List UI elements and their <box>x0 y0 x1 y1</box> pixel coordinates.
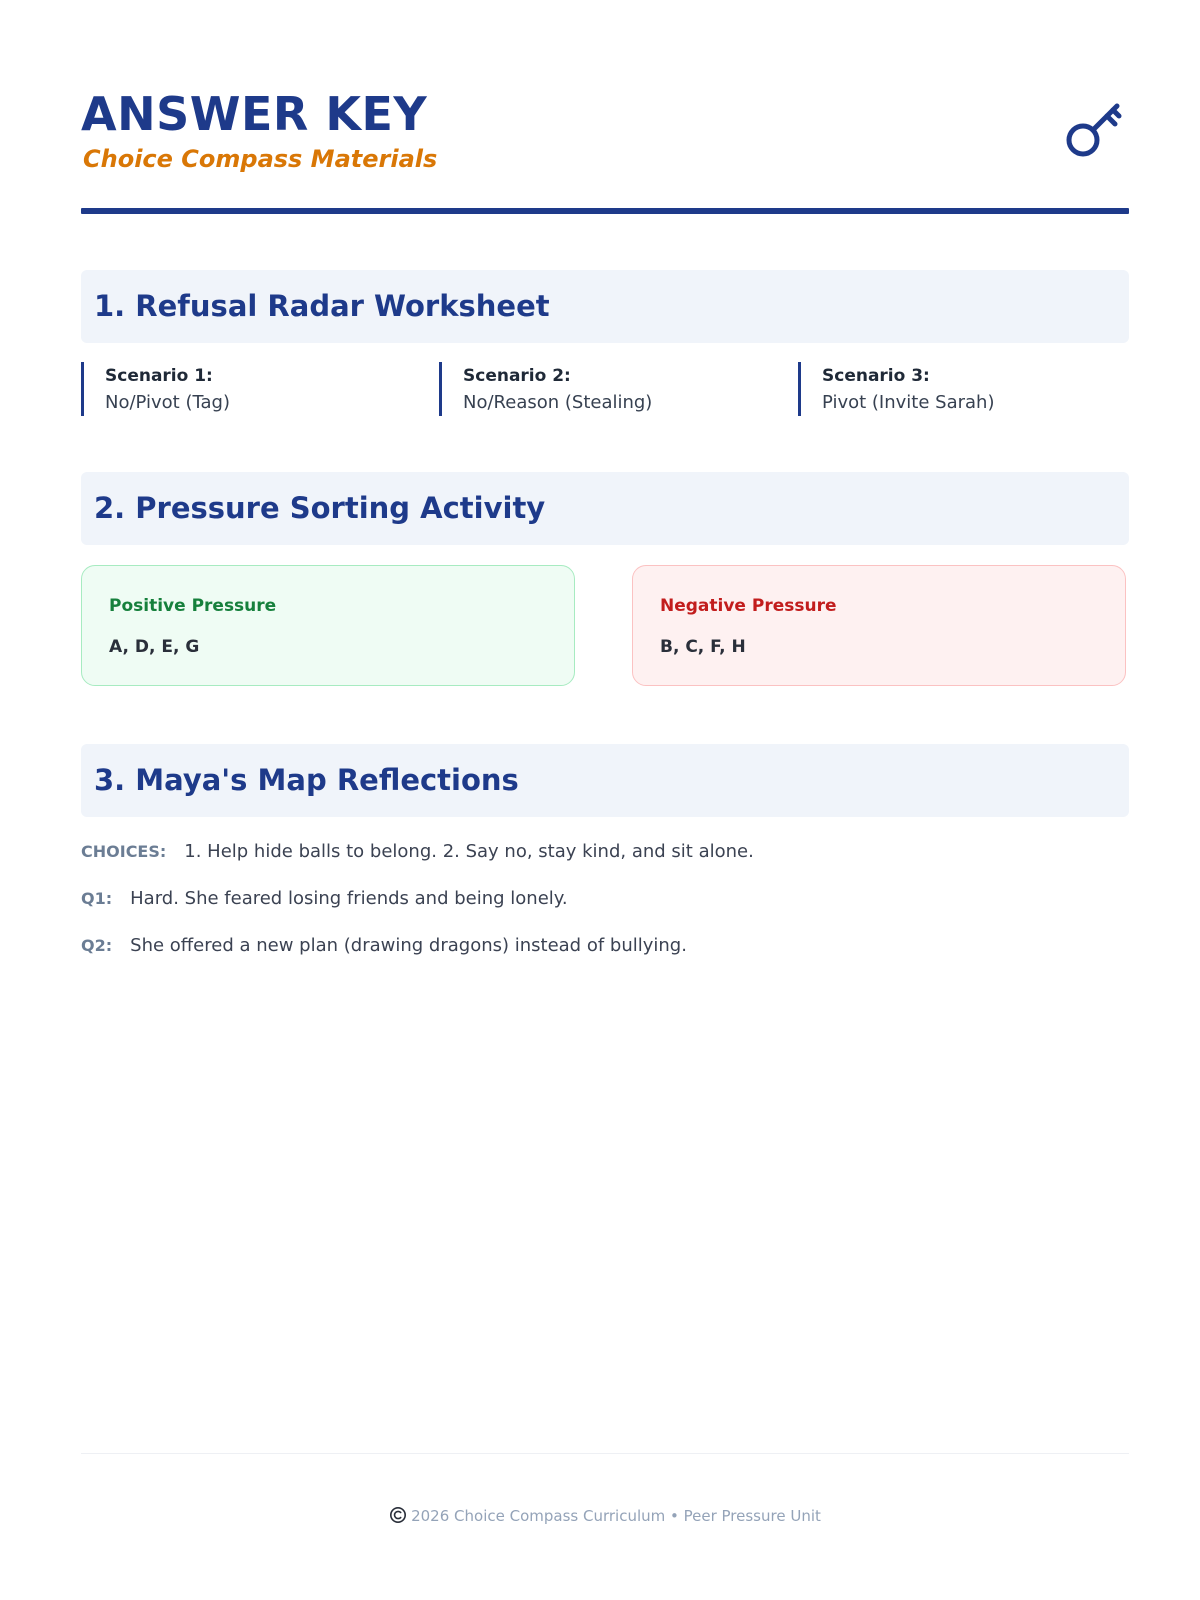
reflection-label: Q2: <box>81 936 113 955</box>
scenario-item <box>81 362 414 416</box>
reflection-q1-row <box>81 886 568 912</box>
reflection-label: Q1: <box>81 889 113 908</box>
section-pressure-sorting-header <box>81 472 1129 545</box>
positive-pressure-items: A, D, E, G <box>109 637 200 657</box>
negative-pressure-items: B, C, F, H <box>660 637 746 657</box>
answer-key-page <box>81 0 1129 1600</box>
positive-pressure-box <box>81 565 575 686</box>
reflection-label: CHOICES: <box>81 842 167 861</box>
scenario-list <box>81 362 1129 417</box>
section-title: 3. Maya's Map Reflections <box>94 763 519 797</box>
footer-text: 2026 Choice Compass Curriculum • Peer Pressure Unit <box>411 1507 821 1525</box>
scenario-answer: No/Pivot (Tag) <box>105 392 230 413</box>
scenario-answer: No/Reason (Stealing) <box>463 392 653 413</box>
footer-divider <box>81 1453 1129 1454</box>
header-divider <box>81 208 1129 214</box>
reflection-answer: 1. Help hide balls to belong. 2. Say no, stay kind, and sit alone. <box>184 841 754 862</box>
key-icon <box>1063 98 1127 162</box>
scenario-label: Scenario 1: <box>105 366 213 386</box>
section-title: 2. Pressure Sorting Activity <box>94 491 546 525</box>
scenario-answer: Pivot (Invite Sarah) <box>822 392 995 413</box>
negative-pressure-title: Negative Pressure <box>660 596 837 616</box>
page-footer <box>81 1502 1129 1530</box>
page-header <box>81 78 1129 218</box>
reflection-q2-row <box>81 933 687 959</box>
section-reflections-header <box>81 744 1129 817</box>
positive-pressure-title: Positive Pressure <box>109 596 277 616</box>
page-subtitle: Choice Compass Materials <box>83 145 438 173</box>
section-title: 1. Refusal Radar Worksheet <box>94 289 550 323</box>
scenario-item <box>798 362 1131 416</box>
scenario-label: Scenario 3: <box>822 366 930 386</box>
negative-pressure-box <box>632 565 1126 686</box>
reflection-answer: Hard. She feared losing friends and being lonely. <box>130 888 568 909</box>
reflection-choices-row <box>81 839 754 865</box>
section-refusal-radar-header <box>81 270 1129 343</box>
copyright-icon <box>389 1506 407 1524</box>
scenario-label: Scenario 2: <box>463 366 571 386</box>
reflection-answer: She offered a new plan (drawing dragons) instead of bullying. <box>130 935 687 956</box>
scenario-item <box>439 362 772 416</box>
page-title: ANSWER KEY <box>81 87 428 141</box>
